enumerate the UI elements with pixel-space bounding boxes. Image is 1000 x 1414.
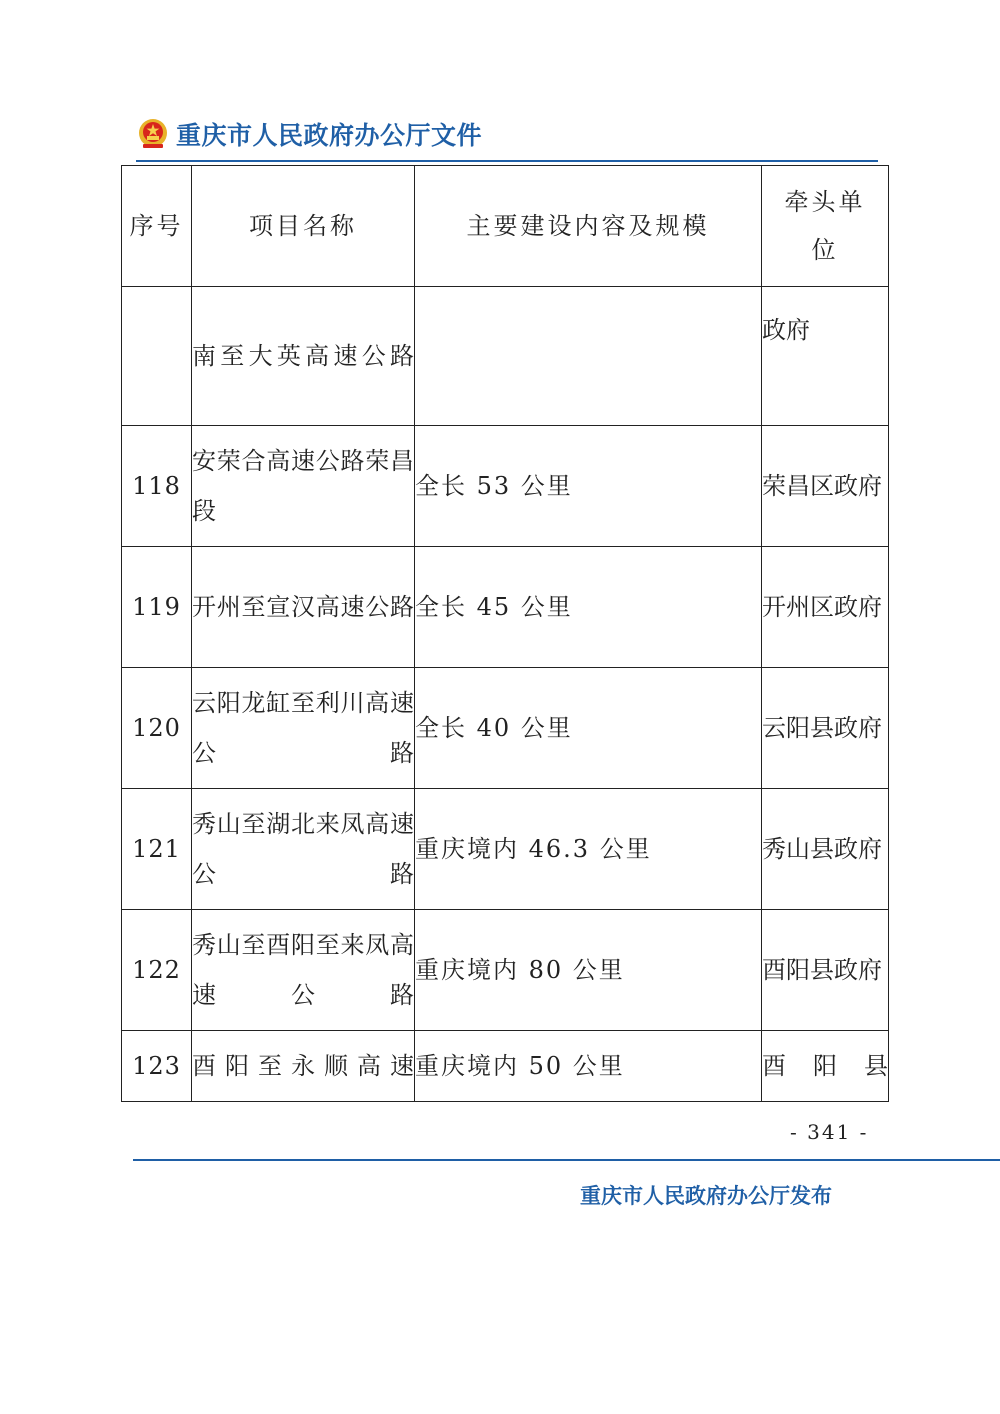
page-number: - 341 - — [790, 1120, 869, 1144]
row-seq — [122, 287, 192, 426]
table-row — [122, 668, 889, 789]
table-row — [122, 287, 889, 426]
row-unit: 酉阳县 — [762, 1031, 889, 1102]
row-seq: 119 — [122, 547, 192, 668]
table-row — [122, 910, 889, 1031]
row-name: 南至大英高速公路 — [192, 287, 415, 426]
row-unit: 荣昌区政府 — [762, 426, 889, 547]
table-row — [122, 1031, 889, 1102]
row-seq: 120 — [122, 668, 192, 789]
row-content: 全长 53 公里 — [415, 426, 762, 547]
header-divider — [136, 160, 878, 162]
project-table — [121, 165, 889, 1102]
row-seq: 121 — [122, 789, 192, 910]
column-header-seq: 序号 — [122, 166, 192, 287]
row-unit: 云阳县政府 — [762, 668, 889, 789]
table-row — [122, 426, 889, 547]
row-name: 云阳龙缸至利川高速公路 — [192, 668, 415, 789]
row-seq: 118 — [122, 426, 192, 547]
row-seq: 122 — [122, 910, 192, 1031]
row-content — [415, 287, 762, 426]
column-header-unit: 牵头单位 — [762, 166, 889, 287]
footer-publisher: 重庆市人民政府办公厅发布 — [580, 1184, 832, 1208]
header-title: 重庆市人民政府办公厅文件 — [176, 121, 483, 150]
row-name: 秀山至湖北来凤高速公路 — [192, 789, 415, 910]
row-name: 秀山至酉阳至来凤高速公路 — [192, 910, 415, 1031]
column-header-content: 主要建设内容及规模 — [415, 166, 762, 287]
document-header — [136, 112, 482, 156]
table-row — [122, 789, 889, 910]
table-row — [122, 547, 889, 668]
row-content: 重庆境内 50 公里 — [415, 1031, 762, 1102]
row-unit: 秀山县政府 — [762, 789, 889, 910]
footer-divider — [133, 1159, 1000, 1161]
row-content: 全长 45 公里 — [415, 547, 762, 668]
row-name: 酉阳至永顺高速 — [192, 1031, 415, 1102]
row-content: 重庆境内 46.3 公里 — [415, 789, 762, 910]
row-name: 安荣合高速公路荣昌段 — [192, 426, 415, 547]
national-emblem-icon — [136, 117, 170, 151]
table-header-row — [122, 166, 889, 287]
row-unit: 开州区政府 — [762, 547, 889, 668]
row-unit: 政府 — [762, 287, 889, 426]
row-seq: 123 — [122, 1031, 192, 1102]
row-content: 重庆境内 80 公里 — [415, 910, 762, 1031]
row-name: 开州至宣汉高速公路 — [192, 547, 415, 668]
row-unit: 酉阳县政府 — [762, 910, 889, 1031]
row-content: 全长 40 公里 — [415, 668, 762, 789]
column-header-name: 项目名称 — [192, 166, 415, 287]
